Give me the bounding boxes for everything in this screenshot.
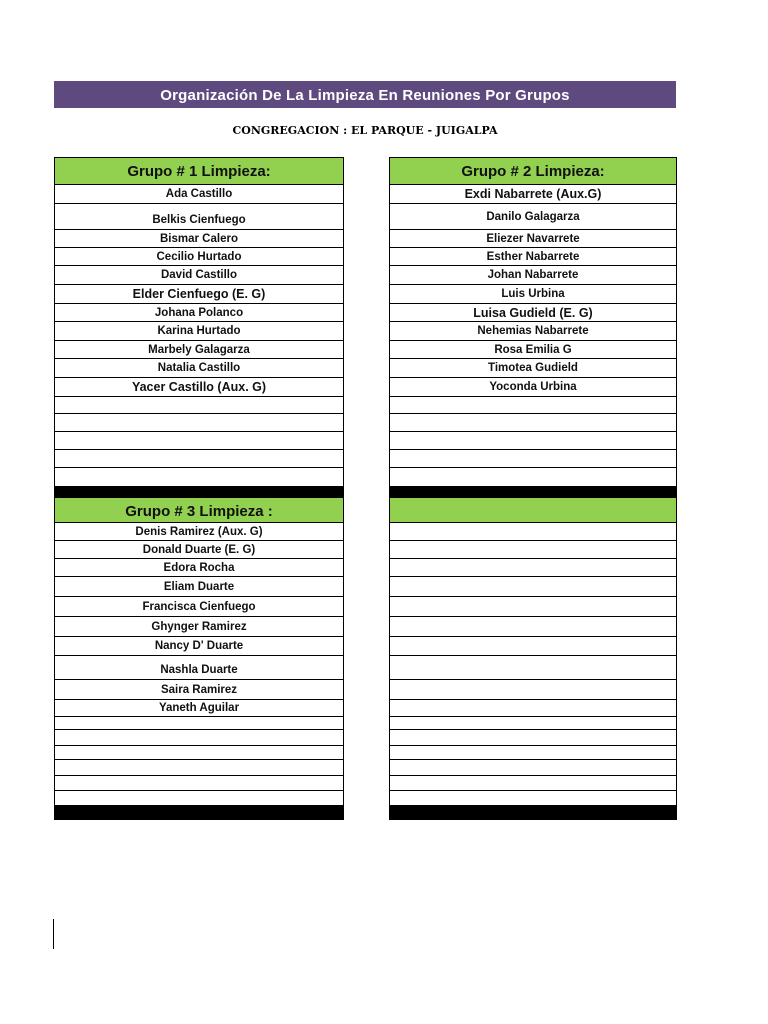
list-item: Bismar Calero xyxy=(55,230,343,248)
list-item: Denis Ramirez (Aux. G) xyxy=(55,523,343,541)
list-item: Nancy D' Duarte xyxy=(55,637,343,656)
list-item: Yacer Castillo (Aux. G) xyxy=(55,378,343,397)
list-item xyxy=(390,730,676,746)
list-item xyxy=(55,791,343,805)
list-item: Nehemias Nabarrete xyxy=(390,322,676,341)
group-2-rows xyxy=(390,185,676,486)
list-item xyxy=(390,746,676,760)
list-item: Ghynger Ramirez xyxy=(55,617,343,637)
document-title: Organización De La Limpieza En Reuniones Por Grupos xyxy=(54,81,676,108)
group-3-header: Grupo # 3 Limpieza : xyxy=(55,498,343,523)
list-item xyxy=(55,397,343,414)
list-item xyxy=(55,414,343,432)
list-item: Esther Nabarrete xyxy=(390,248,676,266)
list-item xyxy=(390,656,676,680)
list-item: Eliezer Navarrete xyxy=(390,230,676,248)
list-item: David Castillo xyxy=(55,266,343,285)
list-item: Ada Castillo xyxy=(55,185,343,204)
list-item: Luis Urbina xyxy=(390,285,676,304)
list-item: Natalia Castillo xyxy=(55,359,343,378)
list-item xyxy=(55,746,343,760)
list-item xyxy=(55,760,343,776)
list-item xyxy=(390,523,676,541)
list-item xyxy=(390,577,676,597)
group-1-table xyxy=(54,157,344,501)
list-item xyxy=(390,617,676,637)
list-item: Edora Rocha xyxy=(55,559,343,577)
list-item: Eliam Duarte xyxy=(55,577,343,597)
list-item: Rosa Emilia G xyxy=(390,341,676,359)
list-item xyxy=(390,760,676,776)
list-item xyxy=(390,432,676,450)
list-item xyxy=(390,680,676,700)
group-1-header: Grupo # 1 Limpieza: xyxy=(55,158,343,185)
list-item xyxy=(390,541,676,559)
list-item xyxy=(390,450,676,468)
list-item: Danilo Galagarza xyxy=(390,204,676,230)
group-4-header xyxy=(390,498,676,523)
list-item xyxy=(390,776,676,791)
list-item: Yoconda Urbina xyxy=(390,378,676,397)
list-item: Nashla Duarte xyxy=(55,656,343,680)
list-item xyxy=(55,450,343,468)
list-item: Johana Polanco xyxy=(55,304,343,322)
list-item xyxy=(55,717,343,730)
list-item xyxy=(390,559,676,577)
list-item xyxy=(55,468,343,486)
group-2-header: Grupo # 2 Limpieza: xyxy=(390,158,676,185)
list-item: Johan Nabarrete xyxy=(390,266,676,285)
list-item: Belkis Cienfuego xyxy=(55,204,343,230)
group-3-footer-bar xyxy=(55,805,343,819)
list-item xyxy=(390,791,676,805)
list-item xyxy=(390,468,676,486)
list-item xyxy=(390,637,676,656)
group-3-table xyxy=(54,497,344,820)
list-item xyxy=(55,776,343,791)
page-margin-marker xyxy=(53,919,54,949)
list-item: Cecilio Hurtado xyxy=(55,248,343,266)
group-2-table xyxy=(389,157,677,501)
list-item xyxy=(55,432,343,450)
list-item: Elder Cienfuego (E. G) xyxy=(55,285,343,304)
group-3-rows xyxy=(55,523,343,805)
list-item: Exdi Nabarrete (Aux.G) xyxy=(390,185,676,204)
list-item xyxy=(390,414,676,432)
congregation-subtitle: CONGREGACION : EL PARQUE - JUIGALPA xyxy=(232,124,498,137)
list-item: Karina Hurtado xyxy=(55,322,343,341)
list-item xyxy=(390,700,676,717)
list-item: Marbely Galagarza xyxy=(55,341,343,359)
list-item: Timotea Gudield xyxy=(390,359,676,378)
group-1-rows xyxy=(55,185,343,486)
list-item: Yaneth Aguilar xyxy=(55,700,343,717)
group-4-table xyxy=(389,497,677,820)
list-item: Saira Ramirez xyxy=(55,680,343,700)
list-item: Donald Duarte (E. G) xyxy=(55,541,343,559)
list-item: Francisca Cienfuego xyxy=(55,597,343,617)
group-4-footer-bar xyxy=(390,805,676,819)
list-item xyxy=(55,730,343,746)
group-4-rows xyxy=(390,523,676,805)
list-item xyxy=(390,397,676,414)
list-item: Luisa Gudield (E. G) xyxy=(390,304,676,322)
list-item xyxy=(390,717,676,730)
list-item xyxy=(390,597,676,617)
